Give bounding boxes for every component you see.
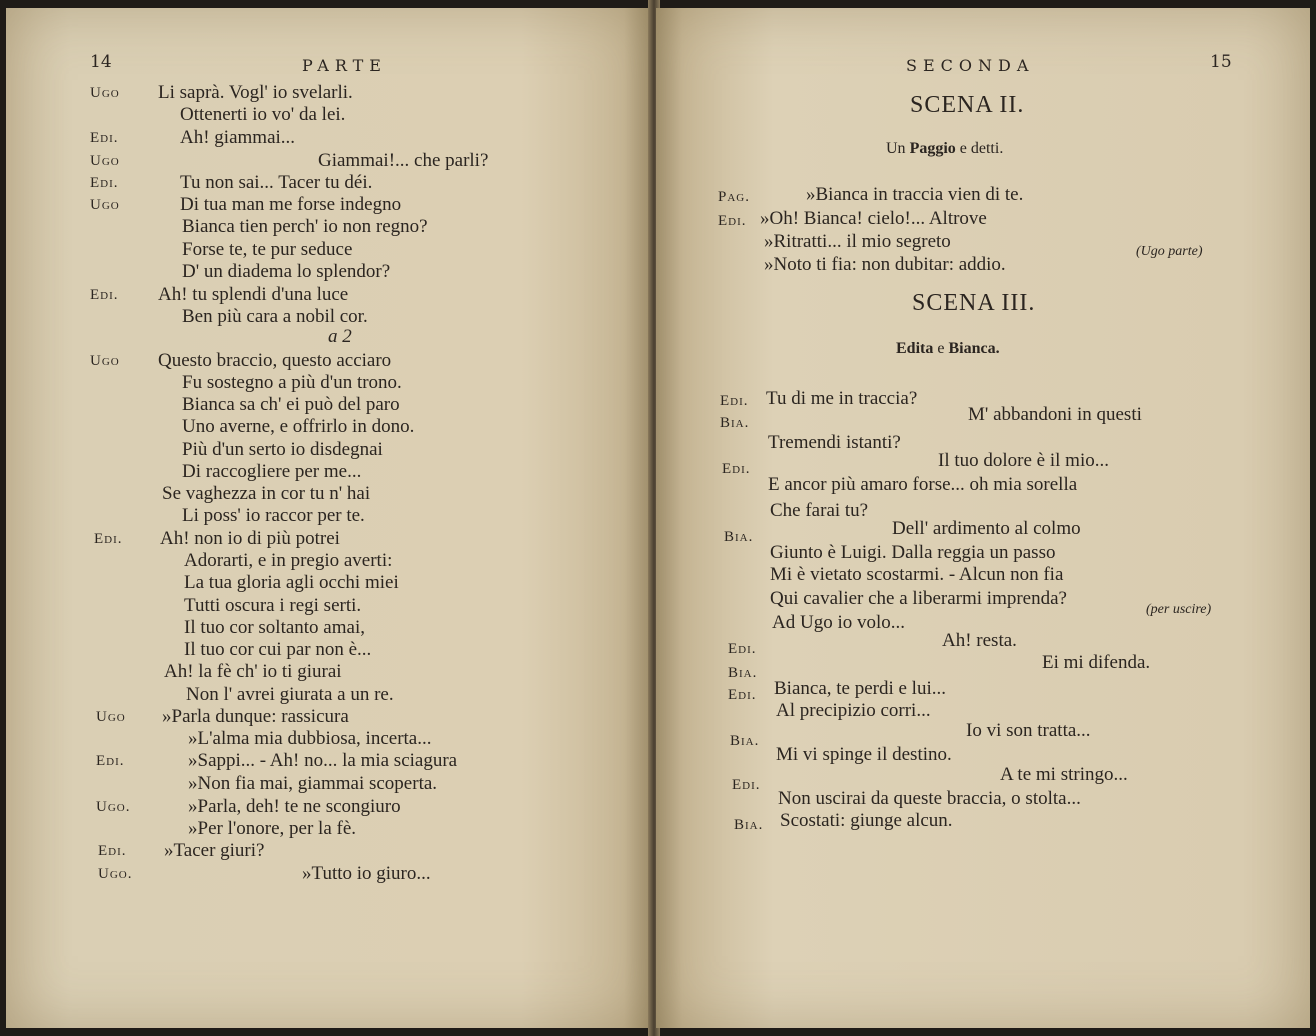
verse-line: Più d'un serto io disdegnai [182, 439, 383, 460]
speaker-label: Ugo [90, 85, 120, 101]
verse-line: Tremendi istanti? [768, 432, 901, 453]
verse-line: »Sappi... - Ah! no... la mia sciagura [188, 750, 458, 771]
speaker-label: Bia. [734, 817, 764, 833]
verse-line: Ah! tu splendi d'una luce [158, 284, 349, 305]
verse-line: Il tuo cor soltanto amai, [184, 617, 365, 638]
verse-line: Li poss' io raccor per te. [182, 505, 365, 526]
verse-line: Qui cavalier che a liberarmi imprenda? [770, 588, 1067, 609]
verse-line: D' un diadema lo splendor? [182, 261, 391, 282]
verse-line: Li saprà. Vogl' io svelarli. [158, 82, 353, 103]
speaker-label: Ugo [96, 709, 126, 725]
speaker-label: Edi. [722, 461, 751, 477]
verse-line: »Parla dunque: rassicura [162, 706, 349, 727]
cast-name: Bianca. [948, 340, 1000, 357]
verse-line: Tutti oscura i regi serti. [184, 595, 362, 616]
scene-cast [896, 340, 1000, 358]
verse-line: Dell' ardimento al colmo [892, 518, 1081, 539]
verse-line: Ei mi difenda. [1042, 652, 1151, 673]
verse-line: Di tua man me forse indegno [180, 194, 402, 215]
speaker-label: Bia. [720, 415, 750, 431]
speaker-label: Bia. [724, 529, 754, 545]
right-running-head: SECONDA [906, 56, 1035, 75]
left-running-head: PARTE [302, 56, 387, 75]
verse-line: Il tuo cor cui par non è... [184, 639, 372, 660]
verse-line: Non l' avrei giurata a un re. [186, 684, 394, 705]
verse-line: Non uscirai da queste braccia, o stolta... [778, 788, 1081, 809]
verse-line: Ben più cara a nobil cor. [182, 306, 368, 327]
stage-direction: (per uscire) [1146, 602, 1212, 617]
verse-line: Di raccogliere per me... [182, 461, 362, 482]
verse-line: Adorarti, e in pregio averti: [184, 550, 393, 571]
verse-line: Giammai!... che parli? [318, 150, 489, 171]
speaker-label: Ugo [90, 353, 120, 369]
verse-line: M' abbandoni in questi [968, 404, 1142, 425]
speaker-label: Ugo. [98, 866, 133, 882]
verse-line: »L'alma mia dubbiosa, incerta... [188, 728, 432, 749]
verse-line: Ottenerti io vo' da lei. [180, 104, 346, 125]
speaker-label: Ugo [90, 197, 120, 213]
verse-line: »Per l'onore, per la fè. [188, 818, 357, 839]
speaker-label: Edi. [728, 687, 757, 703]
verse-line: E ancor più amaro forse... oh mia sorella [768, 474, 1078, 495]
verse-line: »Parla, deh! te ne scongiuro [188, 796, 401, 817]
speaker-label: Ugo [90, 153, 120, 169]
a-due-marker: a 2 [328, 326, 352, 347]
speaker-label: Edi. [90, 287, 119, 303]
cast-name: Paggio [909, 140, 956, 157]
cast-post: e detti. [959, 140, 1004, 157]
speaker-label: Edi. [728, 641, 757, 657]
verse-line: Ah! giammai... [180, 127, 296, 148]
verse-line: Mi vi spinge il destino. [776, 744, 952, 765]
left-page-number: 14 [90, 52, 112, 72]
verse-line: Bianca sa ch' ei può del paro [182, 394, 400, 415]
verse-line: Scostati: giunge alcun. [780, 810, 953, 831]
verse-line: Uno averne, e offrirlo in dono. [182, 416, 415, 437]
verse-line: Forse te, te pur seduce [182, 239, 353, 260]
verse-line: Tu di me in traccia? [766, 388, 918, 409]
scene-title: SCENA II. [910, 92, 1025, 118]
speaker-label: Ugo. [96, 799, 131, 815]
speaker-label: Edi. [718, 213, 747, 229]
stage-direction: (Ugo parte) [1136, 244, 1203, 259]
scene-title: SCENA III. [912, 290, 1036, 316]
verse-line: Questo braccio, questo acciaro [158, 350, 392, 371]
scene-cast [886, 140, 1003, 158]
speaker-label: Edi. [98, 843, 127, 859]
verse-line: »Ritratti... il mio segreto [764, 231, 951, 252]
verse-line: Mi è vietato scostarmi. - Alcun non fia [770, 564, 1064, 585]
speaker-label: Pag. [718, 189, 750, 205]
verse-line: »Bianca in traccia vien di te. [806, 184, 1024, 205]
verse-line: »Tacer giuri? [164, 840, 265, 861]
verse-line: Bianca, te perdi e lui... [774, 678, 946, 699]
speaker-label: Edi. [94, 531, 123, 547]
speaker-label: Edi. [720, 393, 749, 409]
verse-line: »Non fia mai, giammai scoperta. [188, 773, 438, 794]
verse-line: Tu non sai... Tacer tu déi. [180, 172, 373, 193]
verse-line: Bianca tien perch' io non regno? [182, 216, 428, 237]
verse-line: Ah! resta. [942, 630, 1017, 651]
speaker-label: Edi. [732, 777, 761, 793]
verse-line: La tua gloria agli occhi miei [184, 572, 399, 593]
speaker-label: Edi. [96, 753, 125, 769]
right-page-number: 15 [1210, 52, 1232, 72]
verse-line: Ah! la fè ch' io ti giurai [164, 661, 342, 682]
cast-name: Edita [896, 340, 934, 357]
speaker-label: Bia. [728, 665, 758, 681]
verse-line: Io vi son tratta... [966, 720, 1091, 741]
speaker-label: Edi. [90, 130, 119, 146]
verse-line: Che farai tu? [770, 500, 869, 521]
verse-line: Giunto è Luigi. Dalla reggia un passo [770, 542, 1056, 563]
verse-line: Il tuo dolore è il mio... [938, 450, 1109, 471]
verse-line: Fu sostegno a più d'un trono. [182, 372, 402, 393]
verse-line: Ad Ugo io volo... [772, 612, 905, 633]
verse-line: Se vaghezza in cor tu n' hai [162, 483, 371, 504]
verse-line: A te mi stringo... [1000, 764, 1128, 785]
verse-line: Al precipizio corri... [776, 700, 931, 721]
cast-pre: Un [886, 140, 906, 157]
left-page [6, 8, 650, 1028]
cast-and: e [937, 340, 945, 357]
verse-line: »Tutto io giuro... [302, 863, 431, 884]
speaker-label: Bia. [730, 733, 760, 749]
verse-line: »Noto ti fia: non dubitar: addio. [764, 254, 1006, 275]
speaker-label: Edi. [90, 175, 119, 191]
verse-line: »Oh! Bianca! cielo!... Altrove [760, 208, 987, 229]
right-page [656, 8, 1310, 1028]
verse-line: Ah! non io di più potrei [160, 528, 340, 549]
